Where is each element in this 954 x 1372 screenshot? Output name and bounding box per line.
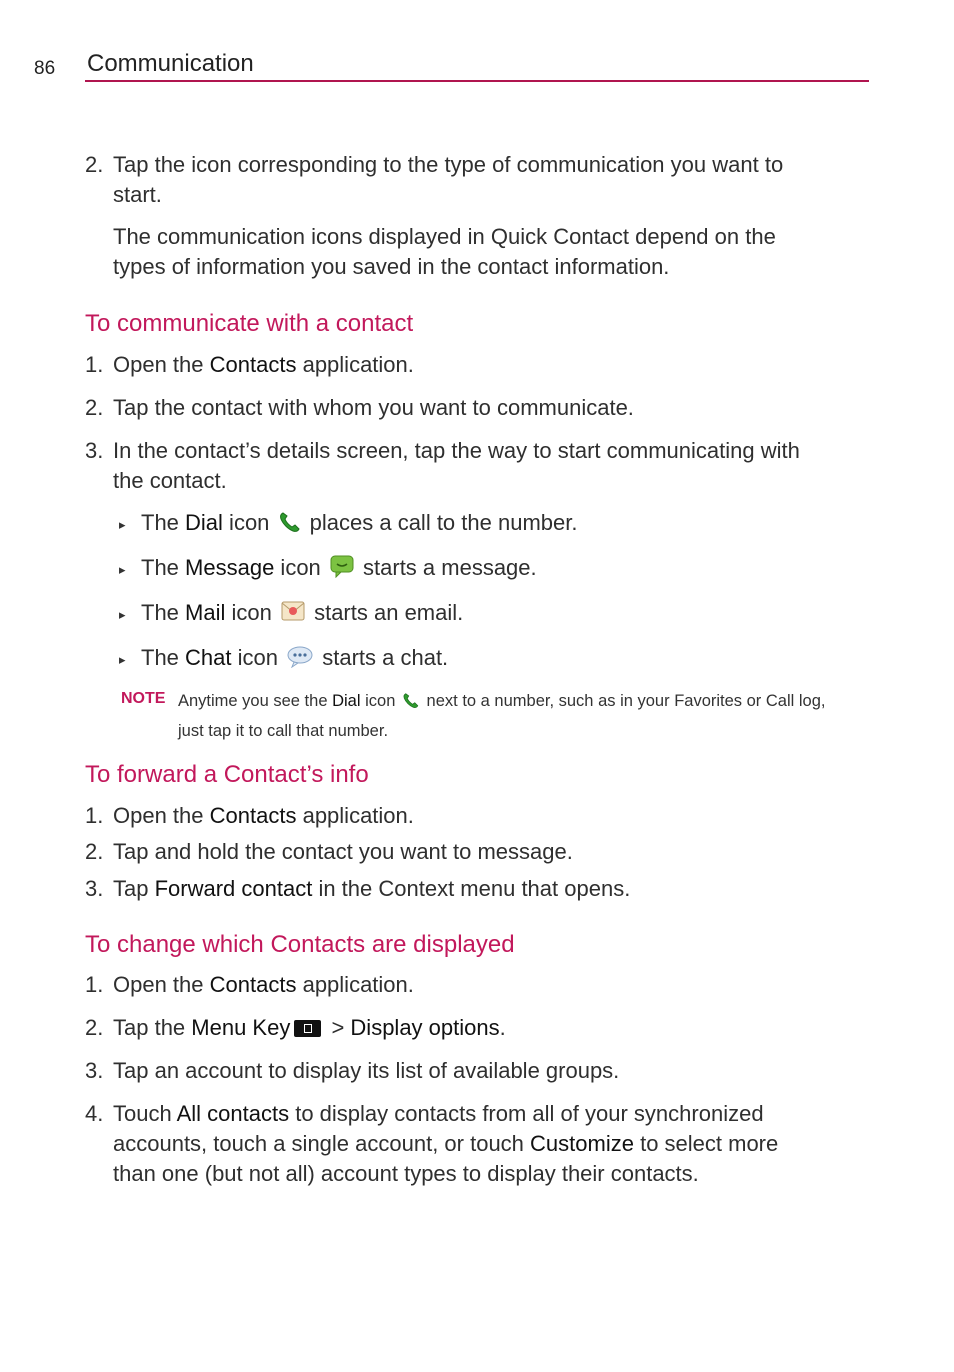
bold-term: Message (185, 555, 275, 580)
step-text-line (113, 1129, 873, 1159)
text: Open the (113, 972, 210, 997)
text: Tap the (113, 1015, 192, 1040)
bullet-message (141, 553, 861, 586)
step-number: 3. (85, 438, 104, 463)
step-text (113, 436, 873, 496)
bold-term: Menu Key (191, 1015, 291, 1040)
step-number: 2. (85, 1015, 104, 1040)
text: icon (222, 510, 276, 535)
note-line: just tap it to call that number. (178, 722, 389, 740)
text: icon (274, 555, 327, 580)
step-text (113, 1013, 873, 1043)
text: Open the (113, 352, 210, 377)
mail-icon (280, 599, 306, 631)
step-text: Tap the contact with whom you want to communicate. (113, 395, 634, 420)
heading-forward: To forward a Contact’s info (85, 761, 369, 788)
bold-term: Customize (530, 1131, 634, 1156)
bullet-arrow-icon: ▸ (119, 607, 126, 622)
menu-key-icon (294, 1020, 321, 1037)
step-number: 2. (85, 395, 104, 420)
text: accounts, touch a single account, or touch (113, 1131, 531, 1156)
bold-term: Forward contact (154, 876, 313, 901)
step-text (113, 970, 873, 1000)
phone-icon (278, 511, 302, 541)
text: application. (296, 803, 414, 828)
step-number: 2. (85, 839, 104, 864)
text: The (141, 645, 186, 670)
bullet-chat (141, 643, 861, 676)
step-text: Tap and hold the contact you want to message. (113, 839, 573, 864)
bold-term: Chat (185, 645, 232, 670)
text: application. (296, 972, 414, 997)
note-line (178, 688, 878, 718)
text: Anytime you see the (178, 692, 333, 710)
bold-term: Contacts (209, 972, 297, 997)
text: Tap (113, 876, 155, 901)
note-label: NOTE (121, 690, 166, 707)
bullet-arrow-icon: ▸ (119, 517, 126, 532)
paragraph-line: The communication icons displayed in Quick Contact depend on the (113, 224, 776, 249)
phone-icon (402, 691, 420, 718)
step-number: 4. (85, 1101, 104, 1126)
text: places a call to the number. (303, 510, 578, 535)
text: icon (225, 600, 278, 625)
step-text (113, 150, 873, 210)
text: . (499, 1015, 506, 1040)
step-text (113, 1099, 873, 1189)
bold-term: Display options (350, 1015, 500, 1040)
step-number: 3. (85, 876, 104, 901)
step-text-line: In the contact’s details screen, tap the way to start communicating with (113, 438, 800, 463)
paragraph-line: types of information you saved in the contact information. (113, 254, 670, 279)
heading-change: To change which Contacts are displayed (85, 931, 515, 958)
bold-term: Mail (185, 600, 226, 625)
step-text-line (113, 1099, 873, 1129)
text: > (325, 1015, 351, 1040)
text: icon (231, 645, 285, 670)
note-text (178, 688, 878, 745)
bold-term: Dial (185, 510, 223, 535)
text: starts a message. (356, 555, 537, 580)
header-rule (85, 80, 869, 82)
chat-icon (286, 644, 314, 676)
step-text-line: the contact. (113, 468, 227, 493)
step-number: 1. (85, 352, 104, 377)
bullet-mail (141, 598, 861, 631)
step-number: 2. (85, 152, 104, 177)
step-number: 1. (85, 972, 104, 997)
text: icon (360, 692, 400, 710)
text: The (141, 555, 186, 580)
text: Touch (113, 1101, 177, 1126)
text: in the Context menu that opens. (312, 876, 631, 901)
bold-term: Dial (332, 692, 361, 710)
bold-term: Contacts (209, 803, 297, 828)
bullet-arrow-icon: ▸ (119, 562, 126, 577)
bullet-dial (141, 508, 861, 541)
text: application. (296, 352, 414, 377)
step-text (113, 801, 873, 831)
bold-term: All contacts (176, 1101, 290, 1126)
step-text: Tap an account to display its list of available groups. (113, 1058, 620, 1083)
step-number: 3. (85, 1058, 104, 1083)
text: The (141, 600, 186, 625)
step-text-line: Tap the icon corresponding to the type of communication you want to (113, 152, 784, 177)
text: starts a chat. (316, 645, 449, 670)
bold-term: Contacts (209, 352, 297, 377)
text: Open the (113, 803, 210, 828)
page-number: 86 (34, 58, 56, 79)
bullet-arrow-icon: ▸ (119, 652, 126, 667)
section-title: Communication (87, 50, 254, 77)
text: The (141, 510, 186, 535)
step-text-line: than one (but not all) account types to display their contacts. (113, 1161, 699, 1186)
step-number: 1. (85, 803, 104, 828)
message-icon (329, 554, 355, 586)
step-text-line: start. (113, 182, 162, 207)
step-text (113, 350, 873, 380)
intro-paragraph (113, 222, 873, 282)
step-text (113, 874, 873, 904)
text: starts an email. (307, 600, 464, 625)
text: to select more (633, 1131, 779, 1156)
text: to display contacts from all of your synchronized (289, 1101, 764, 1126)
text: next to a number, such as in your Favorites or Call log, (421, 692, 826, 710)
heading-communicate: To communicate with a contact (85, 310, 414, 337)
